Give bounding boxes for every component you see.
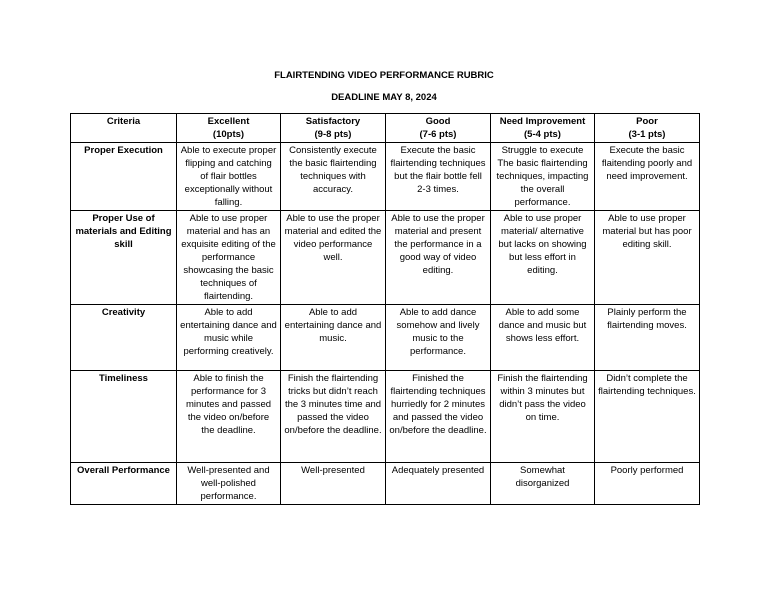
table-row <box>71 463 700 505</box>
rubric-cell: Able to use proper material/ alternative but lacks on showing but less effort in editing. <box>491 211 595 305</box>
rubric-cell: Didn’t complete the flairtending techniques. <box>595 371 700 463</box>
rubric-cell: Somewhat disorganized <box>491 463 595 505</box>
header-need-improvement <box>491 114 595 143</box>
rubric-cell: Able to use proper material and has an exquisite editing of the performance showcasing the basic techniques of flairtending. <box>177 211 281 305</box>
header-points: (7-6 pts) <box>419 129 457 140</box>
rubric-table <box>70 113 700 505</box>
rubric-cell: Able to use proper material but has poor editing skill. <box>595 211 700 305</box>
criteria-cell: Proper Use of materials and Editing skill <box>71 211 177 305</box>
header-criteria <box>71 114 177 143</box>
rubric-cell: Able to add some dance and music but shows less effort. <box>491 305 595 371</box>
criteria-cell: Overall Performance <box>71 463 177 505</box>
rubric-cell: Able to add dance somehow and lively music to the performance. <box>386 305 491 371</box>
header-label: Poor <box>636 116 658 127</box>
rubric-cell: Well-presented <box>281 463 386 505</box>
rubric-cell: Finish the flairtending within 3 minutes but didn’t pass the video on time. <box>491 371 595 463</box>
rubric-cell: Execute the basic flairtending techniques but the flair bottle fell 2-3 times. <box>386 143 491 211</box>
rubric-cell: Consistently execute the basic flairtending techniques with accuracy. <box>281 143 386 211</box>
header-good <box>386 114 491 143</box>
rubric-cell: Finish the flairtending tricks but didn’t reach the 3 minutes time and passed the video on/before the deadline. <box>281 371 386 463</box>
header-points: (10pts) <box>212 129 245 140</box>
rubric-cell: Able to use the proper material and edited the video performance well. <box>281 211 386 305</box>
rubric-cell: Able to finish the performance for 3 minutes and passed the video on/before the deadline. <box>177 371 281 463</box>
header-poor <box>595 114 700 143</box>
rubric-cell: Able to execute proper flipping and catching of flair bottles exceptionally without falling. <box>177 143 281 211</box>
rubric-cell: Finished the flairtending techniques hurriedly for 2 minutes and passed the video on/before the deadline. <box>386 371 491 463</box>
header-label: Need Improvement <box>499 116 586 127</box>
rubric-cell: Able to add entertaining dance and music. <box>281 305 386 371</box>
rubric-cell: Struggle to execute The basic flairtending techniques, impacting the overall performance. <box>491 143 595 211</box>
header-label: Criteria <box>106 116 141 127</box>
rubric-cell: Poorly performed <box>595 463 700 505</box>
rubric-cell: Able to use the proper material and present the performance in a good way of video editing. <box>386 211 491 305</box>
rubric-cell: Execute the basic flaitending poorly and need improvement. <box>595 143 700 211</box>
header-points: (9-8 pts) <box>314 129 352 140</box>
header-points: (5-4 pts) <box>524 129 561 140</box>
table-row <box>71 143 700 211</box>
header-points: (3-1 pts) <box>628 129 666 140</box>
header-excellent <box>177 114 281 143</box>
document-deadline: DEADLINE MAY 8, 2024 <box>331 92 437 103</box>
table-header-row <box>71 114 700 143</box>
header-satisfactory <box>281 114 386 143</box>
header-label: Excellent <box>207 116 250 127</box>
criteria-cell: Creativity <box>71 305 177 371</box>
table-row <box>71 305 700 371</box>
rubric-cell: Adequately presented <box>386 463 491 505</box>
header-label: Satisfactory <box>305 116 361 127</box>
document-title: FLAIRTENDING VIDEO PERFORMANCE RUBRIC <box>274 70 494 81</box>
rubric-cell: Plainly perform the flairtending moves. <box>595 305 700 371</box>
header-label: Good <box>425 116 451 127</box>
criteria-cell: Proper Execution <box>71 143 177 211</box>
rubric-cell: Able to add entertaining dance and music while performing creatively. <box>177 305 281 371</box>
table-row <box>71 371 700 463</box>
criteria-cell: Timeliness <box>71 371 177 463</box>
rubric-cell: Well-presented and well-polished performance. <box>177 463 281 505</box>
table-row <box>71 211 700 305</box>
